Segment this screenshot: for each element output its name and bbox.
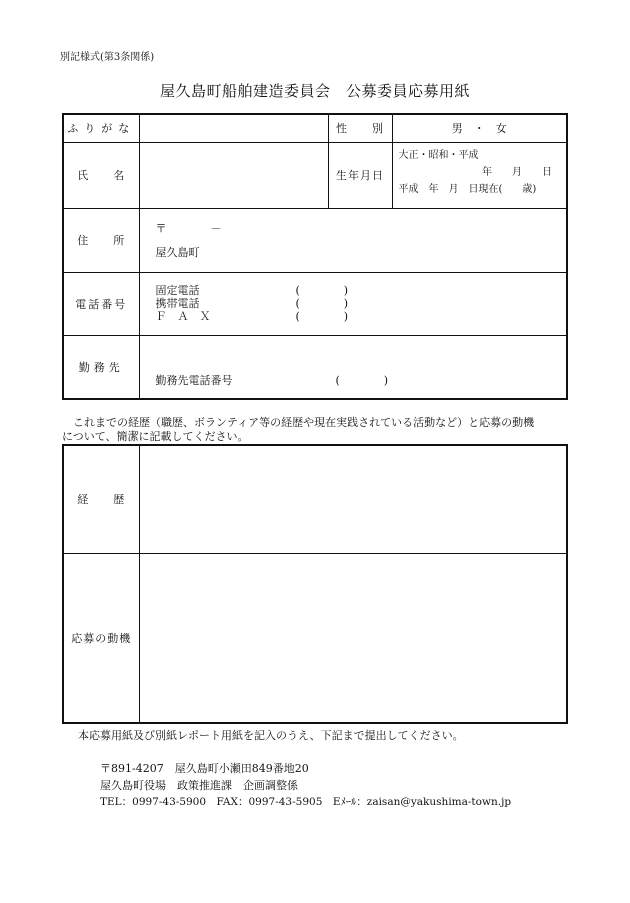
phone-row-label: 固定電話 <box>155 284 200 297</box>
furigana-label: ふりがな <box>63 114 139 142</box>
form-title: 屋久島町船舶建造委員会 公募委員応募用紙 <box>159 82 470 100</box>
address-town: 屋久島町 <box>155 246 200 259</box>
instruction-line-2: について、簡潔に記載してください。 <box>62 430 249 443</box>
name-label: 氏 名 <box>63 142 139 208</box>
career-field[interactable] <box>139 445 567 553</box>
instruction-line-1: これまでの経歴（職歴、ボランティア等の経歴や現在実践されている活動など）と応募の動機 <box>62 416 535 429</box>
contact-block <box>100 760 511 811</box>
address-field[interactable] <box>139 208 567 272</box>
phone-label: 電話番号 <box>63 272 139 335</box>
submission-note: 本応募用紙及び別紙レポート用紙を記入のうえ、下記まで提出してください。 <box>78 729 464 742</box>
motive-label: 応募の動機 <box>63 553 139 723</box>
address-label: 住 所 <box>63 208 139 272</box>
phone-row-paren: ( ) <box>295 310 349 323</box>
phone-row <box>156 284 567 297</box>
birth-era-options: 大正・昭和・平成 <box>398 149 479 161</box>
phone-row-label: 携帯電話 <box>155 297 200 310</box>
phone-row-paren: ( ) <box>295 297 349 310</box>
work-phone-label: 勤務先電話番号 <box>155 374 233 387</box>
postal-code-mark: 〒 － <box>155 222 222 235</box>
contact-phone-fax-email: TEL：0997-43-5900 FAX：0997-43-5905 Eﾒｰﾙ：zaisan@yakushima-town.jp <box>100 796 512 808</box>
sex-field[interactable]: 男 ・ 女 <box>392 114 567 142</box>
career-motive-table <box>62 444 568 724</box>
phone-field[interactable] <box>139 272 567 335</box>
birthdate-label: 生年月日 <box>328 142 392 208</box>
phone-row <box>156 297 567 310</box>
birth-age-as-of: 平成 年 月 日現在( 歳) <box>398 183 537 195</box>
instructions <box>62 416 572 444</box>
applicant-info-table <box>62 113 568 400</box>
phone-row-label: Ｆ Ａ Ｘ <box>155 310 211 323</box>
birthdate-field[interactable] <box>392 142 567 208</box>
workplace-label: 勤務先 <box>63 335 139 399</box>
furigana-field[interactable] <box>139 114 328 142</box>
contact-department: 屋久島町役場 政策推進課 企画調整係 <box>100 779 298 792</box>
motive-field[interactable] <box>139 553 567 723</box>
name-field[interactable] <box>139 142 328 208</box>
sex-label: 性 別 <box>328 114 392 142</box>
work-phone-paren: ( ) <box>335 374 389 387</box>
document-note: 別記様式(第3条関係) <box>60 52 155 63</box>
career-label: 経 歴 <box>63 445 139 553</box>
workplace-field[interactable] <box>139 335 567 399</box>
contact-address: 〒891-4207 屋久島町小瀬田849番地20 <box>100 762 309 775</box>
birth-year-month-day: 年 月 日 <box>482 166 552 178</box>
phone-row <box>156 310 567 323</box>
phone-row-paren: ( ) <box>295 284 349 297</box>
